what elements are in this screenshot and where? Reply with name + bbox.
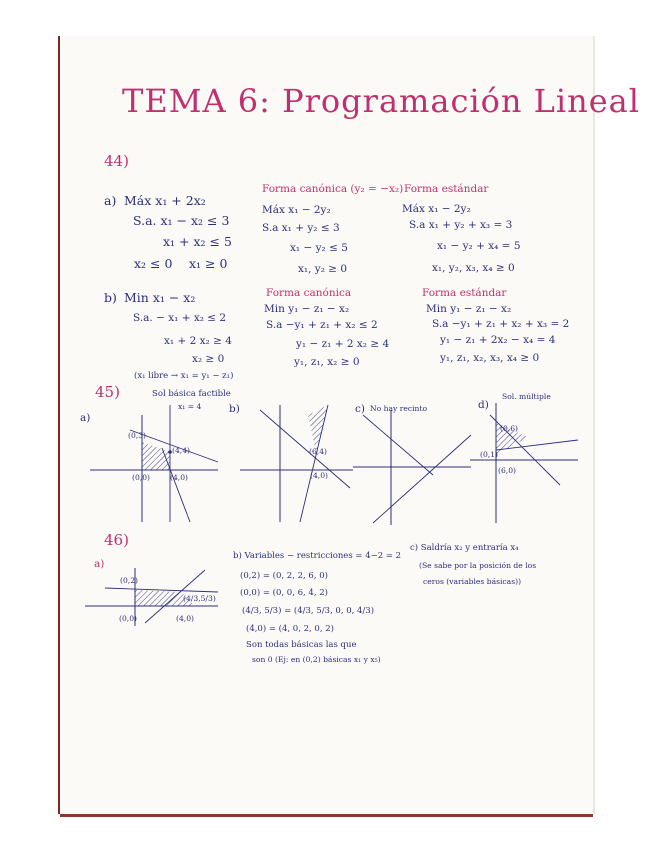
ex44a-label: a) [104,193,117,208]
ex46b-line: (0,2) = (0, 2, 2, 6, 0) [240,571,328,581]
ex44b-sign: x₂ ≥ 0 [192,353,225,365]
ex44a-sign-x2: x₂ ≤ 0 [134,256,173,271]
ex44b-canonical-title: Forma canónica [266,287,352,299]
exercise-45-number: 45) [95,383,120,401]
ex44a-constraint-2: x₁ + x₂ ≤ 5 [163,234,232,249]
ex44a-standard-line: Máx x₁ − 2y₂ [402,203,471,215]
ex44b-standard-title: Forma estándar [422,287,507,299]
ex44b-standard-line: y₁, z₁, x₂, x₃, x₄ ≥ 0 [440,352,540,364]
ex46b-line: (4,0) = (4, 0, 2, 0, 2) [246,624,334,634]
ex46c-line: c) Saldría x₂ y entraría x₄ [410,543,519,553]
ex45a-label: a) [80,412,91,424]
ex45c-note: No hay recinto [370,404,428,413]
ex45d-point: (6,0) [498,466,517,475]
ex44b-standard-line: S.a −y₁ + z₁ + x₂ + x₃ = 2 [432,318,570,330]
ex44a-canonical-line: S.a x₁ + y₂ ≤ 3 [262,222,340,234]
ex44b-canonical-line: y₁ − z₁ + 2 x₂ ≥ 4 [296,338,390,350]
ex44b-canonical-line: S.a −y₁ + z₁ + x₂ ≤ 2 [266,319,378,331]
constraint-line [363,415,433,475]
ex44a-standard-line: x₁, y₂, x₃, x₄ ≥ 0 [432,262,515,274]
ex44a-standard-title: Forma estándar [404,183,489,195]
ex44b-objective: Min x₁ − x₂ [124,290,196,305]
ex44b-constraint-2: x₁ + 2 x₂ ≥ 4 [164,335,232,347]
ex45a-x1-label: x₁ = 4 [178,402,202,411]
ex44b-standard-line: y₁ − z₁ + 2x₂ − x₄ = 4 [440,334,556,346]
ex44a-canonical-line: x₁, y₂ ≥ 0 [298,263,348,275]
ex45c-label: c) [355,403,365,415]
ex44a-canonical-line: Máx x₁ − 2y₂ [262,204,331,216]
ex46a-point: (0,2) [120,576,139,585]
ex46a-point: (4,0) [176,614,195,623]
constraint-line [373,435,471,523]
ex45d-label: d) [478,399,489,411]
ex46c-line: (Se sabe por la posición de los [419,561,537,570]
ex44b-canonical-line: y₁, z₁, x₂ ≥ 0 [294,356,360,368]
ex44b-label: b) [104,290,117,305]
ex44b-standard-line: Min y₁ − z₁ − x₂ [426,303,512,315]
constraint-line [260,410,350,488]
ex44b-free-variable-note: (x₁ libre → x₁ = y₁ − z₁) [134,371,234,381]
feasible-region [142,442,170,470]
ex45b-point: (4,0) [310,471,329,480]
ex45a-point: (4,4) [172,446,191,455]
ex45a-point: (0,0) [132,473,151,482]
page-title: TEMA 6: Programación Lineal [122,82,640,120]
ex45a-point: (0,3) [128,431,147,440]
ex44a-canonical-title: Forma canónica (y₂ = −x₂) [262,183,404,195]
ex45c-graph [353,405,473,530]
ex46a-label: a) [94,558,105,570]
ex44a-sign-x1: x₁ ≥ 0 [189,256,228,271]
exercise-46-number: 46) [104,531,129,549]
ex45b-point: (6,4) [309,447,328,456]
ex45a-graph [90,400,220,525]
ex44a-standard-line: S.a x₁ + y₂ + x₃ = 3 [409,219,513,231]
ex45b-label: b) [229,403,240,415]
ex46b-line: (0,0) = (0, 0, 6, 4, 2) [240,588,328,598]
ex46a-point: (4/3,5/3) [183,594,216,603]
ex46b-line: son 0 (Ej: en (0,2) básicas x₁ y x₅) [252,655,381,664]
ex44b-canonical-line: Min y₁ − z₁ − x₂ [264,303,350,315]
ex45d-graph [470,395,580,525]
ex45b-graph [240,400,355,525]
ex45a-point: (4,0) [170,473,189,482]
exercise-44-number: 44) [104,152,129,170]
ex46b-line: Son todas básicas las que [246,640,357,650]
ex45d-point: (0,1) [480,450,499,459]
ex46b-line: (4/3, 5/3) = (4/3, 5/3, 0, 0, 4/3) [242,606,375,616]
ex45d-note: Sol. múltiple [502,392,551,401]
ex45a-note: Sol básica factible [152,389,231,399]
ex44a-objective: Máx x₁ + 2x₂ [124,193,206,208]
ex44a-canonical-line: x₁ − y₂ ≤ 5 [290,242,348,254]
ex45d-point: (0,6) [500,424,519,433]
ex46b-line: b) Variables − restricciones = 4−2 = 2 [233,551,402,561]
ex44a-constraint-1: S.a. x₁ − x₂ ≤ 3 [133,213,230,228]
ex44b-constraint-1: S.a. − x₁ + x₂ ≤ 2 [133,312,227,324]
ex46c-line: ceros (variables básicas)) [423,577,522,586]
ex44a-standard-line: x₁ − y₂ + x₄ = 5 [437,240,521,252]
ex46a-point: (0,0) [119,614,138,623]
